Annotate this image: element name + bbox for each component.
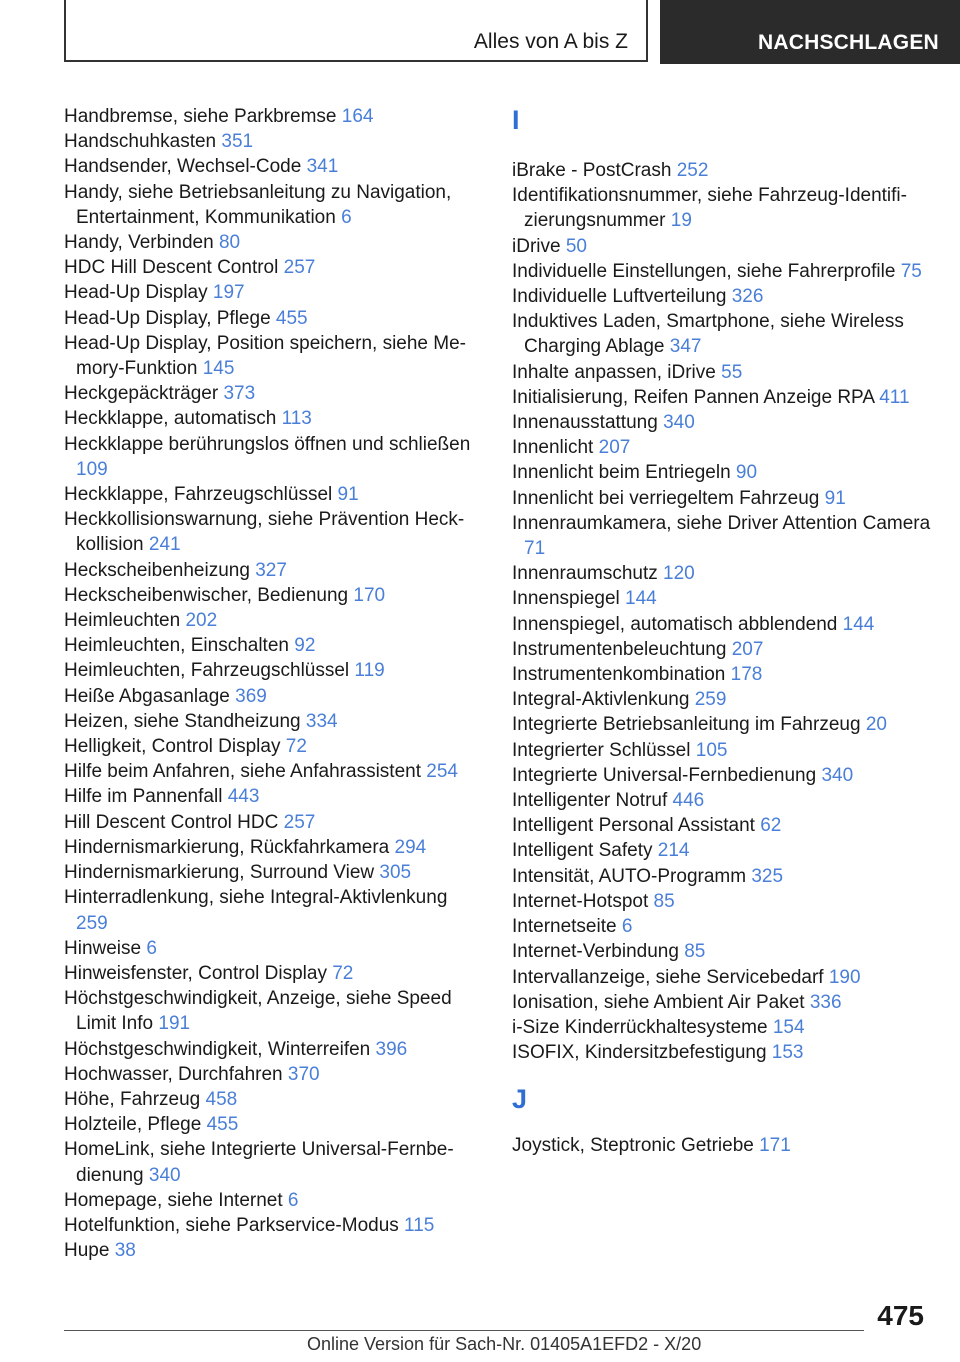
page-reference-link[interactable]: 341 [306, 156, 339, 178]
index-entry [512, 1133, 932, 1158]
index-entry [64, 331, 474, 381]
index-entry-term: Heimleuchten [64, 610, 181, 632]
page-reference-link[interactable]: 164 [341, 106, 374, 127]
index-entry [64, 306, 474, 331]
page-reference-link[interactable]: 443 [227, 786, 260, 808]
index-entry-term: Ionisation, siehe Ambient Air Paket [512, 991, 805, 1013]
page-reference-link[interactable]: 326 [731, 286, 764, 308]
index-entry-term: Head-Up Display, Pflege [64, 307, 271, 329]
index-group-j [512, 1133, 932, 1158]
index-entry [512, 763, 932, 788]
page-reference-link[interactable]: 6 [621, 916, 633, 938]
index-entry-term: Heiße Abgasanlage [64, 685, 230, 707]
index-entry-term: Innenspiegel [512, 588, 620, 610]
index-entry [64, 860, 474, 885]
page-reference-link[interactable]: 50 [565, 235, 587, 257]
index-entry-term: Initialisierung, Reifen Pannen Anzeige RPA [512, 386, 874, 408]
index-entry [64, 684, 474, 709]
page-reference-link[interactable]: 257 [283, 811, 316, 833]
index-entry-term: Hindernismarkierung, Rückfahrkamera [64, 836, 390, 858]
index-entry-term: Integrierter Schlüssel [512, 739, 691, 761]
page-reference-link[interactable]: 80 [218, 232, 241, 254]
index-entry-term: Innenraumkamera, siehe Driver Attention Camera [512, 512, 931, 534]
page-reference-link[interactable]: 144 [625, 588, 657, 610]
chapter-tab: NACHSCHLAGEN [660, 0, 960, 64]
page-reference-link[interactable]: 241 [148, 534, 181, 556]
index-entry [64, 104, 474, 129]
page-reference-link[interactable]: 446 [672, 790, 705, 812]
index-entry-term: Heckklappe, automatisch [64, 408, 277, 430]
index-entry-term: i-Size Kinderrückhaltesysteme [512, 1016, 768, 1038]
page-reference-link[interactable]: 305 [379, 862, 412, 884]
index-entry-term: Innenlicht beim Entriegeln [512, 462, 731, 484]
page-reference-link[interactable]: 72 [285, 736, 307, 758]
index-entry [64, 1188, 474, 1213]
index-entry-term: Handy, Verbinden [64, 232, 214, 254]
footer-divider [64, 1330, 864, 1331]
page-reference-link[interactable]: 153 [771, 1042, 804, 1064]
page-reference-link[interactable]: 340 [663, 412, 695, 434]
index-entry-term: Hinweisfenster, Control Display [64, 962, 327, 984]
page-reference-link[interactable]: 259 [76, 912, 108, 934]
index-entry-term: Handsender, Wechsel-Code [64, 156, 302, 178]
index-entry-term: Hotelfunktion, siehe Parkservice-Modus [64, 1214, 399, 1236]
index-entry [512, 939, 932, 964]
index-column-left [64, 104, 474, 1263]
index-entry-term: HomeLink, siehe Integrierte Universal-Fernbedienung [64, 1139, 454, 1186]
index-entry [512, 259, 932, 284]
index-entry-term: Heckklappe, Fahrzeugschlüssel [64, 484, 333, 506]
page-reference-link[interactable]: 336 [809, 991, 842, 1013]
page-reference-link[interactable]: 154 [772, 1016, 805, 1038]
page-reference-link[interactable]: 20 [865, 714, 887, 736]
index-entry-term: Hilfe im Pannenfall [64, 786, 223, 808]
index-entry-term: Helligkeit, Control Display [64, 736, 281, 758]
page-reference-link[interactable]: 92 [294, 635, 316, 657]
index-entry [512, 183, 932, 233]
index-entry [512, 360, 932, 385]
page-reference-link[interactable]: 119 [354, 660, 385, 682]
index-entry-term: Holzteile, Pflege [64, 1114, 202, 1136]
page-reference-link[interactable]: 370 [287, 1063, 320, 1085]
index-entry-term: Individuelle Luftverteilung [512, 286, 727, 308]
index-entry [64, 986, 474, 1036]
page-reference-link[interactable]: 109 [76, 458, 108, 480]
index-entry [64, 961, 474, 986]
index-entry-term: Head-Up Display, Position speichern, siehe Memory-Funktion [64, 332, 466, 380]
index-entry [512, 385, 932, 410]
index-entry-term: Individuelle Einstellungen, siehe Fahrerprofile [512, 260, 896, 282]
page-reference-link[interactable]: 197 [212, 282, 245, 304]
index-entry [512, 612, 932, 637]
page-reference-link[interactable]: 38 [114, 1240, 136, 1262]
page-reference-link[interactable]: 62 [760, 815, 782, 837]
index-entry-term: Internet-Verbindung [512, 941, 679, 963]
index-entry [64, 381, 474, 406]
index-entry-term: Head-Up Display [64, 282, 208, 304]
index-entry [512, 435, 932, 460]
index-entry-term: Homepage, siehe Internet [64, 1189, 283, 1211]
index-entry [64, 658, 474, 683]
index-entry [64, 1137, 474, 1187]
page-reference-link[interactable]: 144 [842, 613, 875, 635]
page-reference-link[interactable]: 294 [394, 836, 427, 858]
page-reference-link[interactable]: 105 [695, 739, 728, 761]
index-entry-term: Intelligent Personal Assistant [512, 815, 755, 837]
page-reference-link[interactable]: 85 [684, 941, 706, 963]
index-entry [64, 154, 474, 179]
page-reference-link[interactable]: 411 [879, 386, 910, 408]
page-reference-link[interactable]: 340 [821, 764, 854, 786]
index-entry [512, 586, 932, 611]
page-reference-link[interactable]: 91 [824, 487, 846, 509]
page-reference-link[interactable]: 191 [158, 1013, 191, 1035]
page-reference-link[interactable]: 373 [223, 383, 256, 405]
page-reference-link[interactable]: 120 [663, 563, 695, 585]
page-reference-link[interactable]: 259 [694, 689, 727, 711]
index-entry-term: Identifikationsnummer, siehe Fahrzeug-Identifizierungsnummer [512, 185, 907, 232]
index-entry-term: Integral-Aktivlenkung [512, 689, 690, 711]
index-entry [512, 486, 932, 511]
index-entry-term: Heimleuchten, Einschalten [64, 635, 289, 657]
page-reference-link[interactable]: 351 [221, 131, 254, 153]
index-entry [512, 234, 932, 259]
index-entry-term: Hill Descent Control HDC [64, 811, 279, 833]
page-reference-link[interactable]: 325 [751, 865, 784, 887]
index-entry [64, 482, 474, 507]
index-entry [64, 784, 474, 809]
page-reference-link[interactable]: 19 [670, 210, 692, 232]
index-entry-term: iBrake - PostCrash [512, 160, 672, 181]
index-entry [512, 965, 932, 990]
index-entry [64, 180, 474, 230]
index-entry-term: Innenlicht bei verriegeltem Fahrzeug [512, 487, 820, 509]
index-entry [512, 788, 932, 813]
index-entry [512, 511, 932, 561]
index-column-right [512, 104, 932, 1159]
index-entry-term: Handbremse, siehe Parkbremse [64, 106, 337, 127]
letter-heading-j: J [512, 1084, 528, 1115]
page-reference-link[interactable]: 91 [337, 484, 359, 506]
index-entry-term: Instrumentenbeleuchtung [512, 638, 727, 660]
index-entry [512, 460, 932, 485]
index-entry-term: Instrumentenkombination [512, 664, 726, 686]
index-entry-term: Heckgepäckträger [64, 383, 219, 405]
index-entry [512, 561, 932, 586]
index-entry-term: Intelligent Safety [512, 840, 653, 862]
page-reference-link[interactable]: 347 [669, 336, 702, 358]
index-entry [512, 889, 932, 914]
letter-heading-i: I [512, 105, 520, 135]
index-entry [512, 1040, 932, 1065]
index-entry [64, 810, 474, 835]
index-entry-term: Innenspiegel, automatisch abblendend [512, 613, 838, 635]
index-entry-term: Joystick, Steptronic Getriebe [512, 1135, 754, 1157]
index-entry-term: Handschuhkasten [64, 131, 217, 153]
page-reference-link[interactable]: 455 [275, 307, 308, 329]
index-entry [512, 712, 932, 737]
page-reference-link[interactable]: 257 [283, 257, 316, 279]
page-reference-link[interactable]: 178 [730, 664, 763, 686]
index-entry-term: Heckklappe berührungslos öffnen und schließen [64, 433, 471, 455]
index-entry [64, 1037, 474, 1062]
index-entry [512, 813, 932, 838]
index-entry [64, 432, 474, 482]
header-section-frame [64, 0, 648, 62]
index-entry [512, 662, 932, 687]
index-entry-term: Intensität, AUTO-Programm [512, 865, 747, 887]
index-entry-term: Internetseite [512, 916, 617, 938]
index-entry [512, 637, 932, 662]
page-reference-link[interactable]: 207 [598, 437, 631, 459]
index-entry [64, 583, 474, 608]
index-entry [64, 129, 474, 154]
index-entry [64, 1238, 474, 1263]
index-entry [64, 280, 474, 305]
index-entry [512, 864, 932, 889]
page-reference-link[interactable]: 72 [332, 962, 354, 984]
page-reference-link[interactable]: 6 [287, 1189, 299, 1211]
page-reference-link[interactable]: 55 [721, 361, 743, 383]
index-entry-term: Hinterradlenkung, siehe Integral-Aktivlenkung [64, 887, 448, 909]
index-entry [512, 158, 932, 183]
index-entry [512, 284, 932, 309]
index-entry-term: Heimleuchten, Fahrzeugschlüssel [64, 660, 350, 682]
page-reference-link[interactable]: 85 [653, 890, 675, 912]
page-reference-link[interactable]: 458 [205, 1088, 238, 1110]
index-entry-term: Hilfe beim Anfahren, siehe Anfahrassistent [64, 761, 421, 783]
index-entry-term: Induktives Laden, Smartphone, siehe Wireless Charging Ablage [512, 311, 904, 358]
index-entry [64, 885, 474, 935]
index-entry-term: Innenlicht [512, 437, 594, 459]
page-reference-link[interactable]: 71 [524, 538, 546, 560]
index-entry-term: HDC Hill Descent Control [64, 257, 279, 279]
index-entry-term: Internet-Hotspot [512, 890, 649, 912]
index-entry-term: Höchstgeschwindigkeit, Anzeige, siehe Speed Limit Info [64, 988, 452, 1035]
index-entry [64, 936, 474, 961]
index-entry-term: Heckkollisionswarnung, siehe Prävention Heckkollision [64, 509, 465, 556]
index-entry-term: Höhe, Fahrzeug [64, 1088, 201, 1110]
page-reference-link[interactable]: 214 [657, 840, 690, 862]
index-entry-term: Intervallanzeige, siehe Servicebedarf [512, 966, 824, 988]
index-entry-term: Handy, siehe Betriebsanleitung zu Navigation, Entertainment, Kommunikation [64, 181, 452, 228]
index-entry [512, 738, 932, 763]
index-entry [64, 558, 474, 583]
index-entry [512, 687, 932, 712]
index-entry [512, 309, 932, 359]
page-reference-link[interactable]: 170 [353, 584, 386, 606]
index-entry-term: Innenraumschutz [512, 563, 658, 585]
section-title: Alles von A bis Z [473, 30, 628, 53]
index-entry [64, 1213, 474, 1238]
index-entry-term: Inhalte anpassen, iDrive [512, 361, 716, 383]
index-entry-term: Hinweise [64, 937, 142, 959]
index-entry [512, 990, 932, 1015]
index-entry [64, 255, 474, 280]
page-reference-link[interactable]: 334 [305, 710, 338, 732]
index-entry [64, 230, 474, 255]
page-reference-link[interactable]: 6 [146, 937, 157, 959]
page-reference-link[interactable]: 369 [235, 685, 267, 707]
page-reference-link[interactable]: 252 [676, 160, 709, 181]
page-reference-link[interactable]: 327 [255, 559, 287, 581]
page-reference-link[interactable]: 340 [148, 1164, 181, 1186]
page-reference-link[interactable]: 202 [185, 610, 218, 632]
page-reference-link[interactable]: 455 [206, 1114, 239, 1136]
index-entry [512, 1015, 932, 1040]
index-entry [64, 608, 474, 633]
index-entry-term: Höchstgeschwindigkeit, Winterreifen [64, 1038, 371, 1060]
footer-online-version: Online Version für Sach-Nr. 01405A1EFD2 - X/20 [307, 1334, 702, 1354]
index-entry-term: Hindernismarkierung, Surround View [64, 862, 375, 884]
page-reference-link[interactable]: 145 [202, 358, 235, 380]
page-reference-link[interactable]: 90 [735, 462, 758, 484]
index-entry [64, 406, 474, 431]
index-entry-term: Intelligenter Notruf [512, 790, 668, 812]
page-reference-link[interactable]: 115 [404, 1214, 435, 1236]
index-entry [64, 1062, 474, 1087]
index-entry [64, 507, 474, 557]
index-entry-term: Integrierte Universal-Fernbedienung [512, 764, 817, 786]
page-reference-link[interactable]: 254 [426, 761, 458, 783]
page-reference-link[interactable]: 207 [731, 638, 764, 660]
index-entry [64, 633, 474, 658]
index-entry-term: Hochwasser, Durchfahren [64, 1063, 283, 1085]
page-number: 475 [877, 1300, 924, 1331]
index-entry [64, 1087, 474, 1112]
page-reference-link[interactable]: 75 [900, 260, 922, 282]
page-reference-link[interactable]: 396 [375, 1038, 408, 1060]
index-entry [64, 734, 474, 759]
index-group-i [512, 158, 932, 1065]
index-entry-term: Integrierte Betriebsanleitung im Fahrzeug [512, 714, 861, 736]
page-reference-link[interactable]: 171 [759, 1135, 791, 1157]
index-entry [64, 759, 474, 784]
page-reference-link[interactable]: 6 [341, 206, 352, 228]
index-entry-term: Heckscheibenheizung [64, 559, 250, 581]
page-reference-link[interactable]: 113 [281, 408, 312, 430]
page-reference-link[interactable]: 190 [828, 966, 861, 988]
index-entry-term: Heckscheibenwischer, Bedienung [64, 584, 349, 606]
index-entry [512, 838, 932, 863]
index-entry [512, 410, 932, 435]
index-entry-term: ISOFIX, Kindersitzbefestigung [512, 1042, 767, 1064]
index-entry [64, 1112, 474, 1137]
index-entry-term: Hupe [64, 1240, 110, 1262]
index-entry [64, 835, 474, 860]
index-entry [512, 914, 932, 939]
index-entry [64, 709, 474, 734]
index-entry-term: Heizen, siehe Standheizung [64, 710, 301, 732]
index-entry-term: Innenausstattung [512, 412, 658, 434]
index-entry-term: iDrive [512, 235, 561, 257]
